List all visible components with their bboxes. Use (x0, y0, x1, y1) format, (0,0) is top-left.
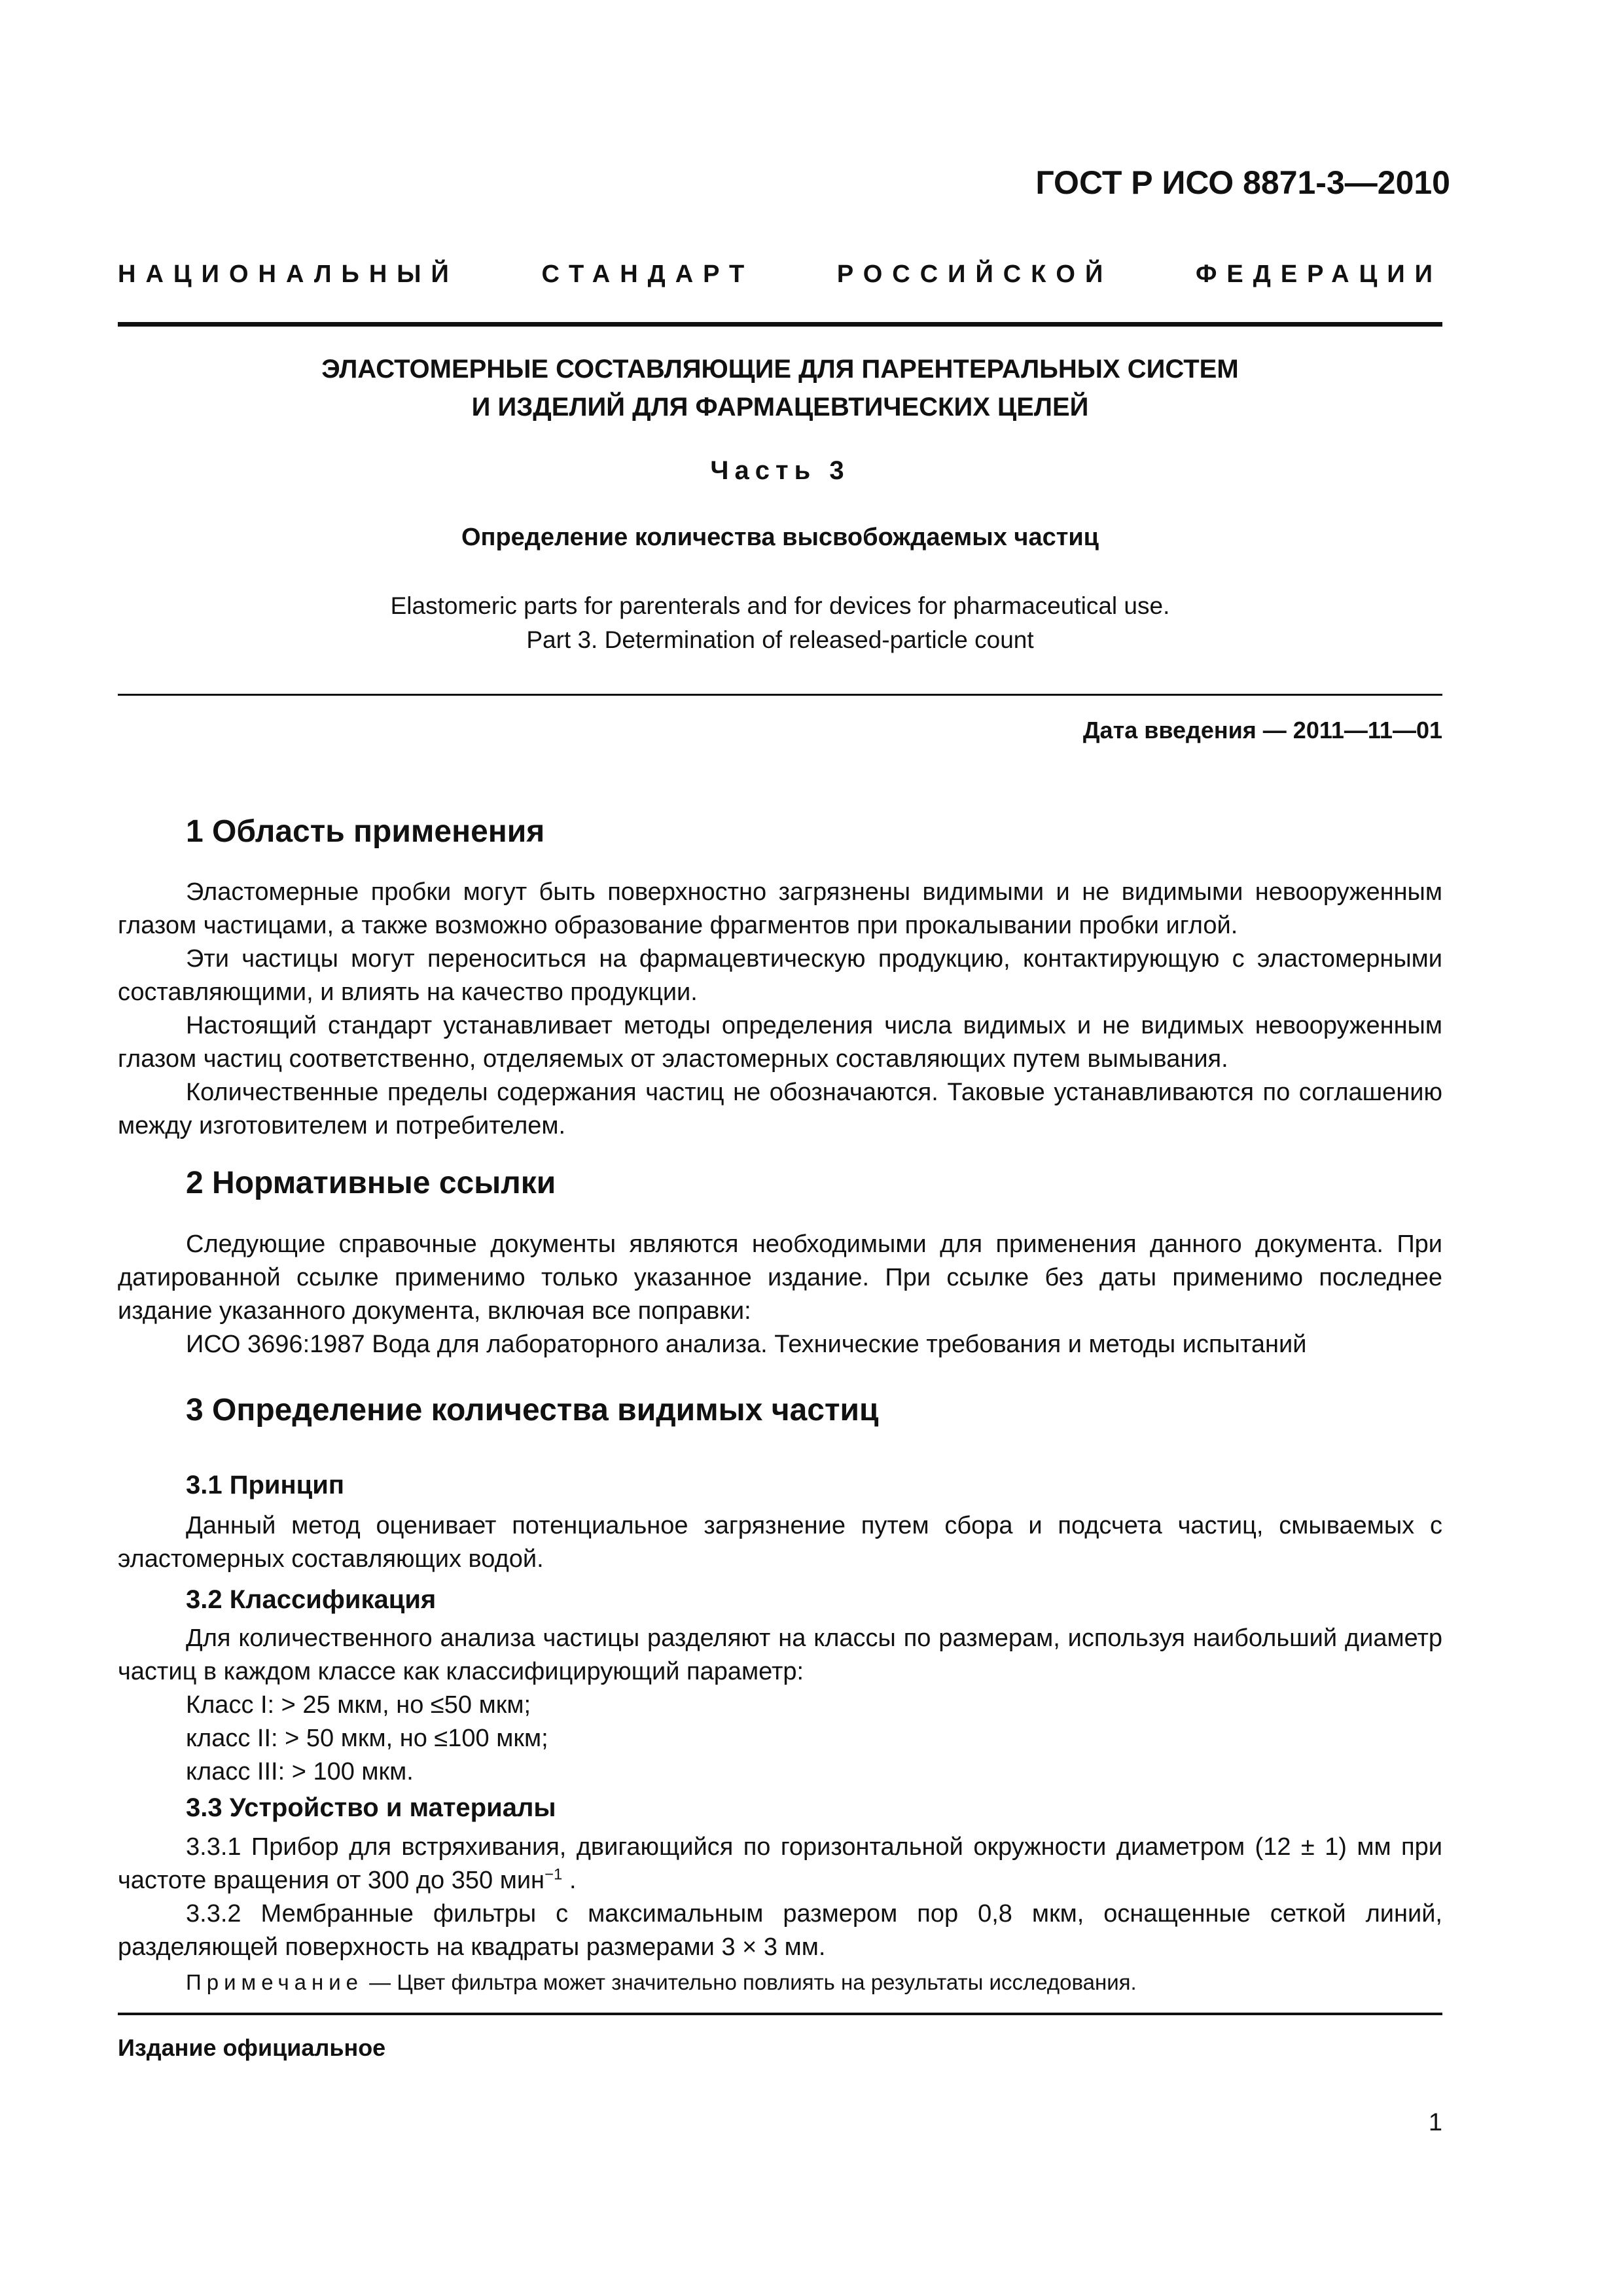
standard-id: ГОСТ Р ИСО 8871-3—2010 (1035, 164, 1450, 201)
section-1-heading: 1 Область применения (186, 814, 545, 849)
paragraph-end: . (562, 1867, 577, 1894)
paragraph-text: 3.3.1 Прибор для встряхивания, двигающийся по горизонтальной окружности диаметром (12 ± 1) мм при частоте вращения от 300 до 350 мин (118, 1833, 1442, 1894)
paragraph-3-3-2: 3.3.2 Мембранные фильтры с максимальным размером пор 0,8 мкм, оснащенные сеткой линий, разделяющей поверхность на квадраты размерами 3 × 3 мм. (118, 1900, 1442, 1961)
introduction-date: Дата введения — 2011—11—01 (1082, 717, 1442, 744)
class-item: класс III: > 100 мкм. (186, 1758, 414, 1785)
section-3-3-heading: 3.3 Устройство и материалы (186, 1793, 556, 1822)
note-label: Примечание (186, 1970, 364, 1994)
title-rule (118, 694, 1442, 696)
header-rule (118, 322, 1442, 327)
exponent: −1 (544, 1865, 563, 1884)
class-item: класс II: > 50 мкм, но ≤100 мкм; (186, 1725, 548, 1752)
english-title (118, 589, 1442, 657)
section-1-body (118, 876, 1442, 1143)
section-3-2-heading: 3.2 Классификация (186, 1585, 437, 1614)
section-2-heading: 2 Нормативные ссылки (186, 1166, 556, 1200)
english-title-line-2: Part 3. Determination of released-particle count (526, 626, 1034, 653)
note (186, 1970, 1137, 1995)
paragraph: Данный метод оценивает потенциальное загрязнение путем сбора и подсчета частиц, смываемых с эластомерных составляющих водой. (118, 1512, 1442, 1573)
section-3-3-body (118, 1831, 1442, 1964)
paragraph: Эластомерные пробки могут быть поверхностно загрязнены видимыми и не видимыми невооруженным глазом частицами, а также возможно образование фрагментов при прокалывании пробки иглой. (118, 878, 1442, 939)
section-2-body (118, 1228, 1442, 1361)
footer-rule (118, 2013, 1442, 2015)
paragraph: Следующие справочные документы являются необходимыми для применения данного документа. При датированной ссылке применимо только указанное издание. При ссылке без даты применимо последнее издание указанного документа, включая все поправки: (118, 1230, 1442, 1325)
title-line-2: И ИЗДЕЛИЙ ДЛЯ ФАРМАЦЕВТИЧЕСКИХ ЦЕЛЕЙ (471, 393, 1089, 422)
paragraph: Для количественного анализа частицы разделяют на классы по размерам, используя наибольший диаметр частиц в каждом классе как классифицирующий параметр: (118, 1624, 1442, 1685)
section-3-2-body (118, 1622, 1442, 1789)
document-title (118, 350, 1442, 426)
title-line-1: ЭЛАСТОМЕРНЫЕ СОСТАВЛЯЮЩИЕ ДЛЯ ПАРЕНТЕРАЛЬНЫХ СИСТЕМ (321, 355, 1239, 384)
page-number: 1 (1428, 2109, 1442, 2136)
paragraph: Количественные пределы содержания частиц не обозначаются. Таковые устанавливаются по соглашению между изготовителем и потребителем. (118, 1079, 1442, 1139)
paragraph-3-3-1 (118, 1831, 1442, 1897)
normative-reference: ИСО 3696:1987 Вода для лабораторного анализа. Технические требования и методы испытаний (186, 1331, 1307, 1358)
national-standard-banner: НАЦИОНАЛЬНЫЙ СТАНДАРТ РОССИЙСКОЙ ФЕДЕРАЦИИ (118, 260, 1442, 288)
section-3-heading: 3 Определение количества видимых частиц (186, 1393, 879, 1427)
section-3-1-body (118, 1509, 1442, 1576)
english-title-line-1: Elastomeric parts for parenterals and for devices for pharmaceutical use. (390, 592, 1170, 619)
part-number: Часть 3 (710, 456, 850, 485)
section-3-1-heading: 3.1 Принцип (186, 1471, 344, 1499)
document-subtitle: Определение количества высвобождаемых частиц (461, 524, 1099, 551)
paragraph: Эти частицы могут переноситься на фармацевтическую продукцию, контактирующую с эластомерными составляющими, и влиять на качество продукции. (118, 945, 1442, 1006)
class-item: Класс I: > 25 мкм, но ≤50 мкм; (186, 1691, 531, 1719)
official-edition: Издание официальное (118, 2034, 386, 2061)
paragraph: Настоящий стандарт устанавливает методы определения числа видимых и не видимых невооруженным глазом частиц соответственно, отделяемых от эластомерных составляющих путем вымывания. (118, 1012, 1442, 1073)
note-text: — Цвет фильтра может значительно повлиять на результаты исследования. (363, 1970, 1137, 1994)
